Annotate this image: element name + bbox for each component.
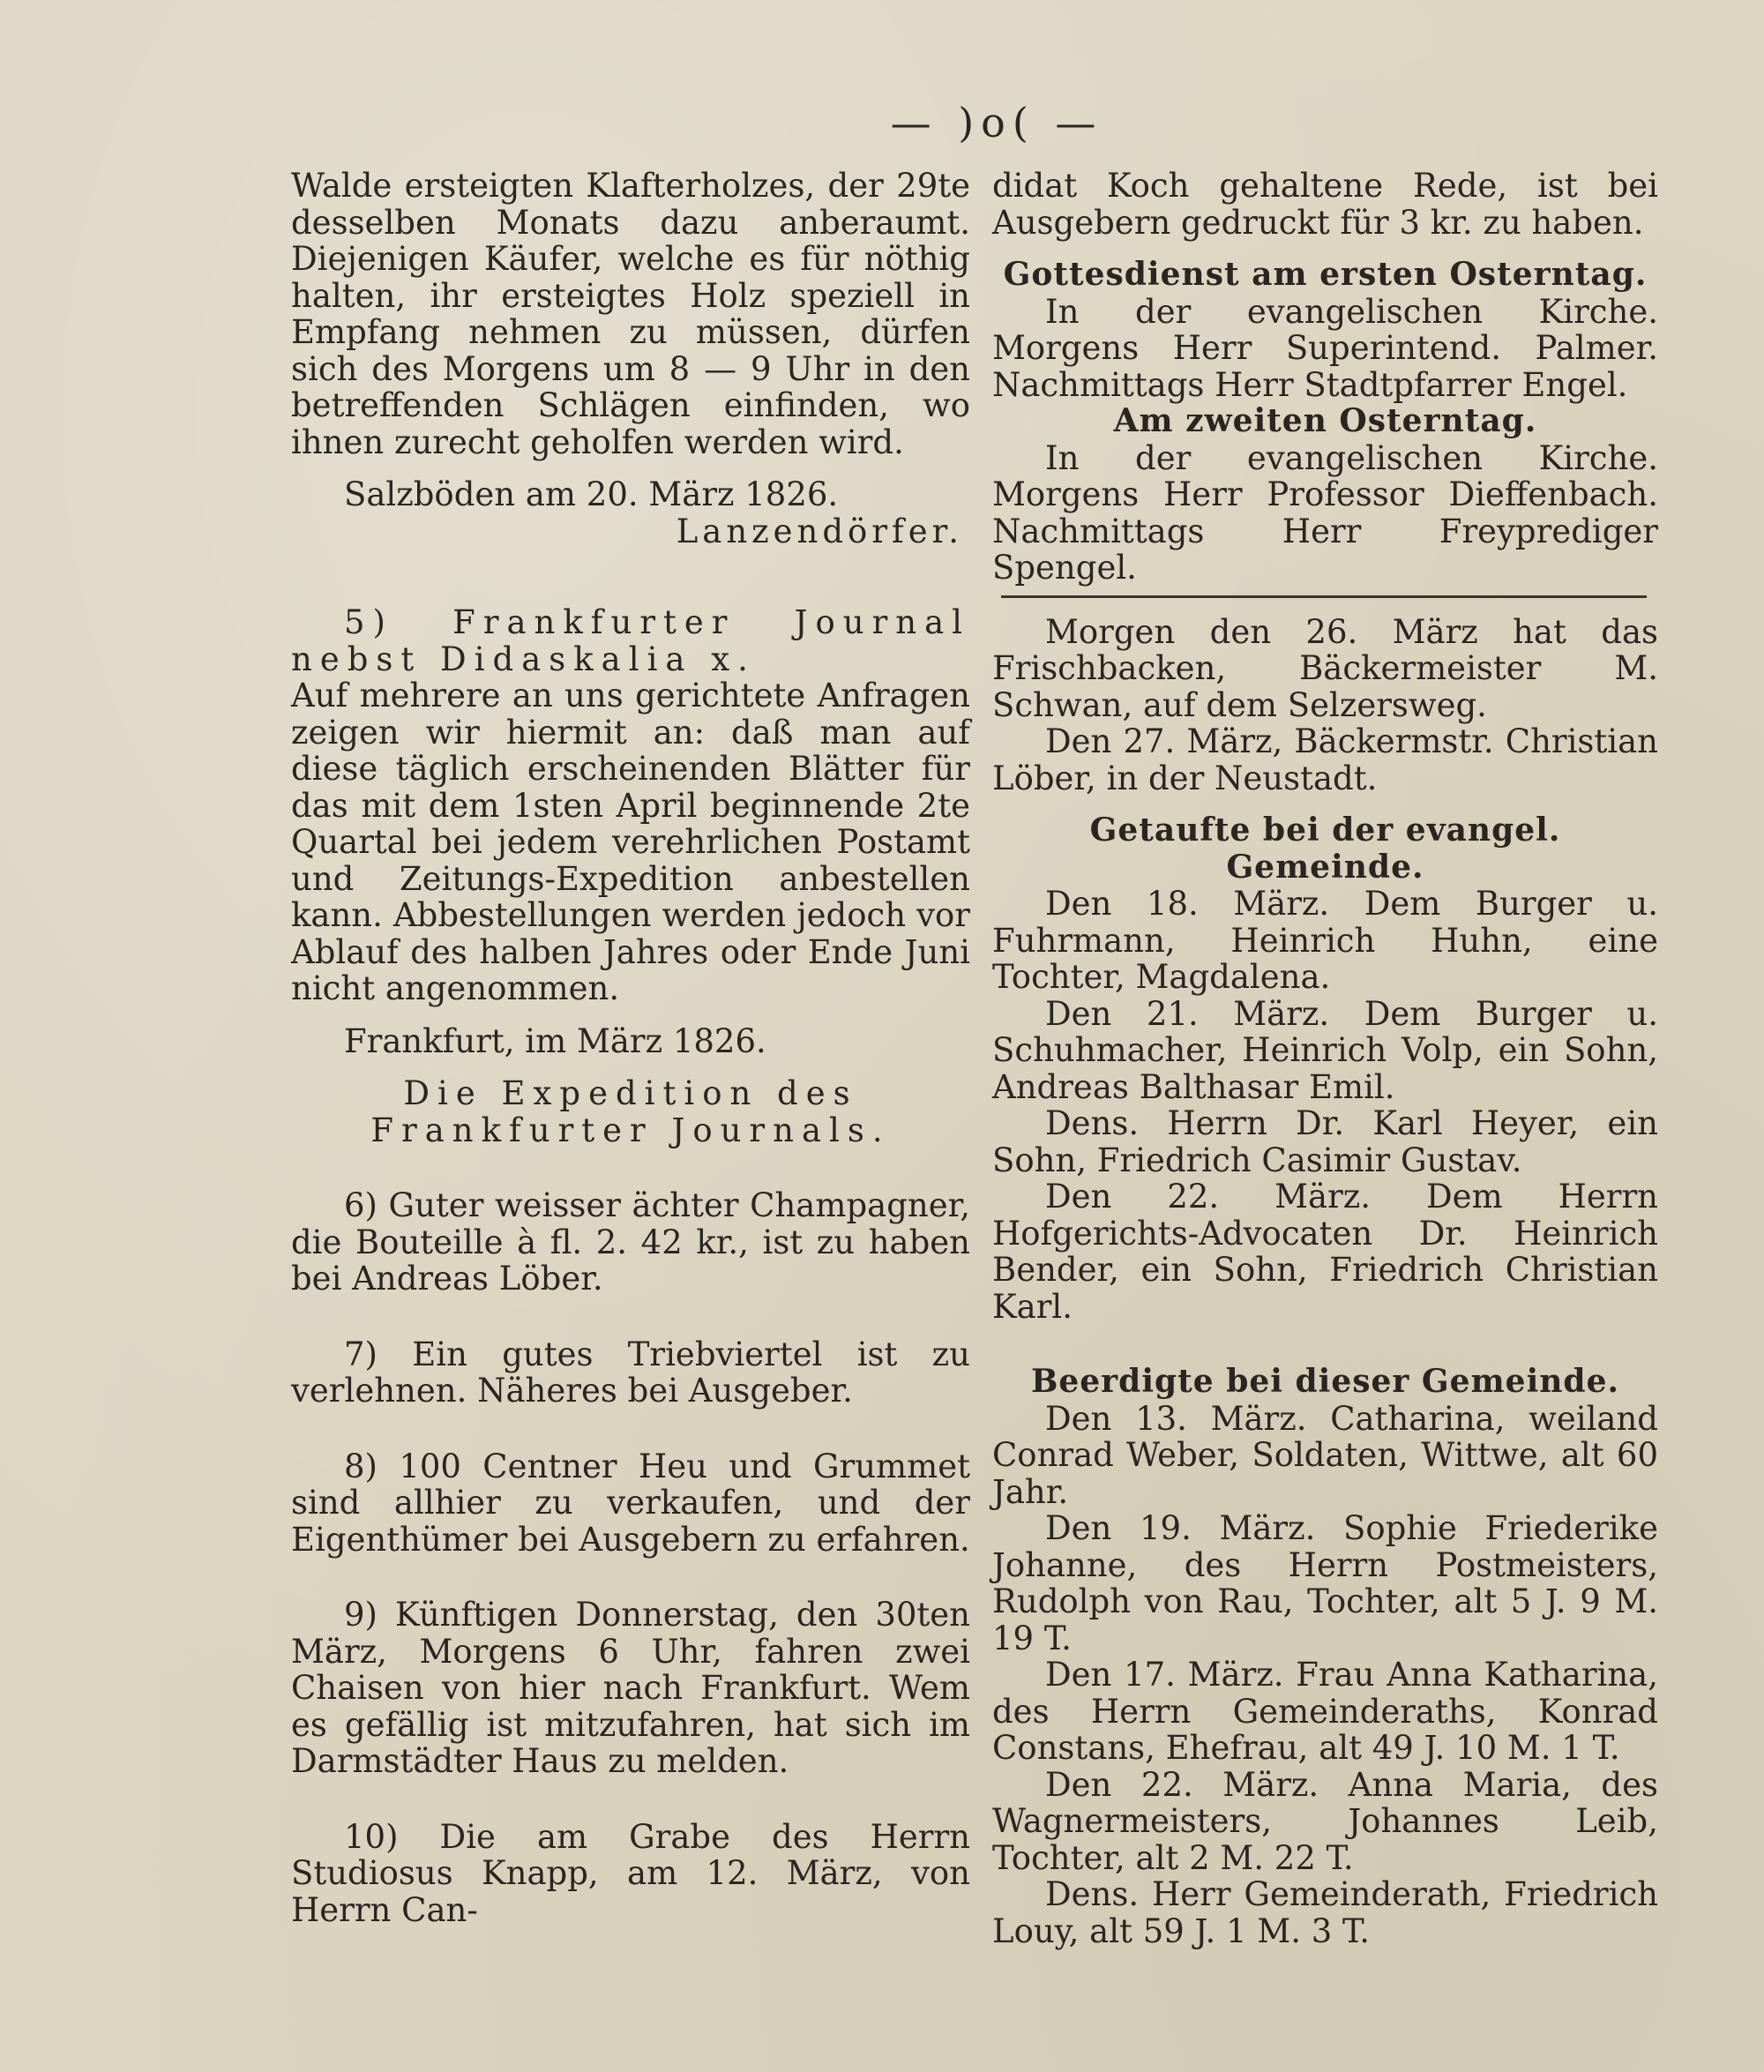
burial-entry: Den 13. März. Catharina, weiland Conrad Weber, Soldaten, Wittwe, alt 60 Jahr. [992,1399,1658,1511]
notice-forest-wood-auction: Walde ersteigten Klafterholzes, der 29te desselben Monats dazu anberaumt. Diejenigen Käufer, welche es für nöthig halten, ihr ersteigtes Holz speziell in Empfang nehmen zu müssen, dürfen sich des Morgens um 8 — 9 Uhr in den betreffenden Schlägen einfinden, wo ihnen zurecht geholfen werden wird. [291,167,970,461]
baptism-entry: Den 21. März. Dem Burger u. Schuhmacher, Heinrich Volp, ein Sohn, Andreas Balthasar Emil. [992,994,1658,1106]
baptism-entry: Dens. Herrn Dr. Karl Heyer, ein Sohn, Friedrich Casimir Gustav. [992,1104,1658,1179]
baking-notice-1: Morgen den 26. März hat das Frischbacken, Bäckermeister M. Schwan, auf dem Selzersweg. [992,612,1658,724]
notice-8-hay: 8) 100 Centner Heu und Grummet sind allhier zu verkaufen, und der Eigenthümer bei Ausgebern zu erfahren. [291,1447,970,1559]
left-column [291,168,970,1928]
notice-signature: Lanzendörfer. [676,512,963,550]
service-easter-first-day: In der evangelischen Kirche. Morgens Herr Superintend. Palmer. Nachmittags Herr Stadtpfarrer Engel. [992,292,1658,404]
heading-easter-first-day: Gottesdienst am ersten Osterntag. [1003,256,1648,293]
burial-entry: Dens. Herr Gemeinderath, Friedrich Louy, alt 59 J. 1 M. 3 T. [992,1875,1658,1950]
notice-10-continued: didat Koch gehaltene Rede, ist bei Ausgebern gedruckt für 3 kr. zu haben. [992,167,1658,242]
burial-entry: Den 22. März. Anna Maria, des Wagnermeisters, Johannes Leib, Tochter, alt 2 M. 22 T. [992,1765,1658,1877]
heading-buried: Beerdigte bei dieser Gemeinde. [1030,1363,1620,1400]
right-column [992,168,1658,1949]
notice-10-speech: 10) Die am Grabe des Herrn Studiosus Knapp, am 12. März, von Herrn Can- [291,1817,970,1929]
baptism-entry: Den 22. März. Dem Herrn Hofgerichts-Advocaten Dr. Heinrich Bender, ein Sohn, Friedrich Christian Karl. [992,1178,1658,1326]
page-marker: — )o( — [890,99,1103,146]
service-easter-second-day: In der evangelischen Kirche. Morgens Herr Professor Dieffenbach. Nachmittags Herr Freyprediger Spengel. [992,438,1658,587]
burial-entry: Den 19. März. Sophie Friederike Johanne, des Herrn Postmeisters, Rudolph von Rau, Tochter, alt 5 J. 9 M. 19 T. [992,1509,1658,1657]
notice-7-lease: 7) Ein gutes Triebviertel ist zu verlehnen. Näheres bei Ausgeber. [291,1335,970,1410]
notice-place-date: Salzböden am 20. März 1826. [344,475,839,513]
notice-5-signature: Die Expedition des Frankfurter Journals. [370,1074,891,1149]
heading-baptized: Getaufte bei der evangel. Gemeinde. [1089,812,1561,886]
notice-5-title: 5) Frankfurter Journal nebst Didaskalia x. [291,603,970,678]
heading-easter-second-day: Am zweiten Osterntag. [1113,402,1537,439]
notice-9-coaches: 9) Künftigen Donnerstag, den 30ten März, Morgens 6 Uhr, fahren zwei Chaisen von hier nach Frankfurt. Wem es gefällig ist mitzufahren, hat sich im Darmstädter Haus zu melden. [291,1596,970,1780]
baking-notice-2: Den 27. März, Bäckermstr. Christian Löber, in der Neustadt. [992,722,1658,797]
notice-6-champagne: 6) Guter weisser ächter Champagner, die Bouteille à fl. 2. 42 kr., ist zu haben bei Andreas Löber. [291,1186,970,1298]
section-divider [1001,595,1647,598]
baptism-entry: Den 18. März. Dem Burger u. Fuhrmann, Heinrich Huhn, eine Tochter, Magdalena. [992,885,1658,996]
notice-5-body: Auf mehrere an uns gerichtete Anfragen zeigen wir hiermit an: daß man auf diese täglich erscheinenden Blätter für das mit dem 1sten April beginnende 2te Quartal bei jedem verehrlichen Postamt und Zeitungs-Expedition anbestellen kann. Abbestellungen werden jedoch vor Ablauf des halben Jahres oder Ende Juni nicht angenommen. [291,677,970,1007]
burial-entry: Den 17. März. Frau Anna Katharina, des Herrn Gemeinderaths, Konrad Constans, Ehefrau, alt 49 J. 10 M. 1 T. [992,1656,1658,1767]
notice-5-place-date: Frankfurt, im März 1826. [344,1021,766,1060]
